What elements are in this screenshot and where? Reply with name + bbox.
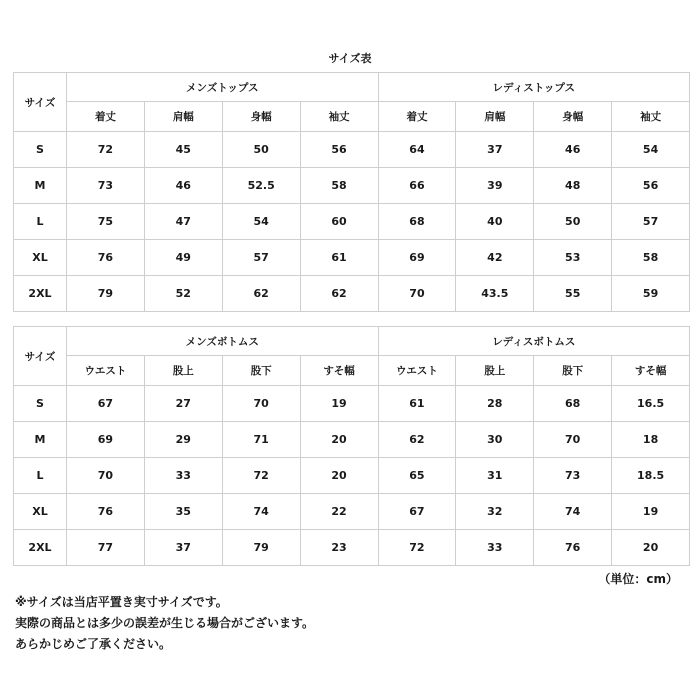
mens-tops-header: メンズトップス xyxy=(67,73,379,102)
value-cell: 37 xyxy=(144,530,222,566)
value-cell: 79 xyxy=(222,530,300,566)
column-header: 袖丈 xyxy=(300,102,378,132)
note-line: あらかじめご了承ください。 xyxy=(15,637,172,651)
column-header: 袖丈 xyxy=(612,102,690,132)
table-row xyxy=(14,276,690,312)
value-cell: 43.5 xyxy=(456,276,534,312)
value-cell: 55 xyxy=(534,276,612,312)
column-header: 股上 xyxy=(144,356,222,386)
value-cell: 22 xyxy=(300,494,378,530)
value-cell: 46 xyxy=(534,132,612,168)
value-cell: 76 xyxy=(67,494,145,530)
note-line: ※サイズは当店平置き実寸サイズです。 xyxy=(15,595,228,609)
value-cell: 28 xyxy=(456,386,534,422)
value-cell: 19 xyxy=(300,386,378,422)
value-cell: 56 xyxy=(300,132,378,168)
value-cell: 79 xyxy=(67,276,145,312)
value-cell: 58 xyxy=(300,168,378,204)
value-cell: 40 xyxy=(456,204,534,240)
notes xyxy=(15,592,314,655)
value-cell: 61 xyxy=(300,240,378,276)
column-header: 股下 xyxy=(222,356,300,386)
value-cell: 61 xyxy=(378,386,456,422)
value-cell: 20 xyxy=(300,422,378,458)
value-cell: 18 xyxy=(612,422,690,458)
value-cell: 70 xyxy=(67,458,145,494)
value-cell: 20 xyxy=(300,458,378,494)
value-cell: 45 xyxy=(144,132,222,168)
table-row xyxy=(14,494,690,530)
value-cell: 68 xyxy=(534,386,612,422)
value-cell: 29 xyxy=(144,422,222,458)
table-row xyxy=(14,132,690,168)
value-cell: 60 xyxy=(300,204,378,240)
column-header: 着丈 xyxy=(67,102,145,132)
size-cell: S xyxy=(14,386,67,422)
size-cell: 2XL xyxy=(14,276,67,312)
value-cell: 54 xyxy=(222,204,300,240)
value-cell: 74 xyxy=(534,494,612,530)
value-cell: 59 xyxy=(612,276,690,312)
value-cell: 70 xyxy=(378,276,456,312)
bottoms-size-table xyxy=(13,326,690,566)
value-cell: 20 xyxy=(612,530,690,566)
value-cell: 33 xyxy=(456,530,534,566)
bottoms-column-header-row xyxy=(14,356,690,386)
value-cell: 42 xyxy=(456,240,534,276)
value-cell: 32 xyxy=(456,494,534,530)
value-cell: 39 xyxy=(456,168,534,204)
value-cell: 67 xyxy=(378,494,456,530)
size-cell: L xyxy=(14,204,67,240)
ladies-bottoms-header: レディスボトムス xyxy=(378,327,690,356)
column-header: ウエスト xyxy=(67,356,145,386)
tops-group-header-row xyxy=(14,73,690,102)
table-row xyxy=(14,168,690,204)
value-cell: 70 xyxy=(534,422,612,458)
value-cell: 69 xyxy=(67,422,145,458)
note-line: 実際の商品とは多少の誤差が生じる場合がございます。 xyxy=(15,616,315,630)
value-cell: 58 xyxy=(612,240,690,276)
size-cell: S xyxy=(14,132,67,168)
table-row xyxy=(14,530,690,566)
value-cell: 30 xyxy=(456,422,534,458)
value-cell: 75 xyxy=(67,204,145,240)
value-cell: 72 xyxy=(67,132,145,168)
column-header: 股下 xyxy=(534,356,612,386)
value-cell: 50 xyxy=(534,204,612,240)
value-cell: 73 xyxy=(534,458,612,494)
column-header: 肩幅 xyxy=(456,102,534,132)
value-cell: 35 xyxy=(144,494,222,530)
table-row xyxy=(14,458,690,494)
table-row xyxy=(14,386,690,422)
value-cell: 27 xyxy=(144,386,222,422)
column-header: 身幅 xyxy=(222,102,300,132)
value-cell: 72 xyxy=(378,530,456,566)
value-cell: 16.5 xyxy=(612,386,690,422)
column-header: すそ幅 xyxy=(612,356,690,386)
column-header: 肩幅 xyxy=(144,102,222,132)
value-cell: 33 xyxy=(144,458,222,494)
size-cell: 2XL xyxy=(14,530,67,566)
size-cell: L xyxy=(14,458,67,494)
value-cell: 54 xyxy=(612,132,690,168)
value-cell: 48 xyxy=(534,168,612,204)
tops-column-header-row xyxy=(14,102,690,132)
value-cell: 52 xyxy=(144,276,222,312)
table-row xyxy=(14,240,690,276)
value-cell: 68 xyxy=(378,204,456,240)
value-cell: 71 xyxy=(222,422,300,458)
value-cell: 57 xyxy=(612,204,690,240)
value-cell: 18.5 xyxy=(612,458,690,494)
column-header: すそ幅 xyxy=(300,356,378,386)
value-cell: 31 xyxy=(456,458,534,494)
table-row xyxy=(14,204,690,240)
size-cell: XL xyxy=(14,240,67,276)
value-cell: 66 xyxy=(378,168,456,204)
page-title: サイズ表 xyxy=(328,52,372,65)
size-column-header: サイズ xyxy=(14,327,67,386)
table-row xyxy=(14,422,690,458)
value-cell: 73 xyxy=(67,168,145,204)
unit-label: （単位：cm） xyxy=(598,572,678,586)
value-cell: 64 xyxy=(378,132,456,168)
value-cell: 37 xyxy=(456,132,534,168)
value-cell: 72 xyxy=(222,458,300,494)
column-header: 身幅 xyxy=(534,102,612,132)
value-cell: 53 xyxy=(534,240,612,276)
value-cell: 65 xyxy=(378,458,456,494)
size-cell: XL xyxy=(14,494,67,530)
tops-size-table xyxy=(13,72,690,312)
value-cell: 67 xyxy=(67,386,145,422)
value-cell: 62 xyxy=(222,276,300,312)
bottoms-group-header-row xyxy=(14,327,690,356)
value-cell: 23 xyxy=(300,530,378,566)
value-cell: 46 xyxy=(144,168,222,204)
value-cell: 56 xyxy=(612,168,690,204)
value-cell: 47 xyxy=(144,204,222,240)
value-cell: 19 xyxy=(612,494,690,530)
column-header: 股上 xyxy=(456,356,534,386)
value-cell: 74 xyxy=(222,494,300,530)
value-cell: 76 xyxy=(534,530,612,566)
value-cell: 50 xyxy=(222,132,300,168)
size-cell: M xyxy=(14,422,67,458)
column-header: 着丈 xyxy=(378,102,456,132)
value-cell: 70 xyxy=(222,386,300,422)
value-cell: 57 xyxy=(222,240,300,276)
size-cell: M xyxy=(14,168,67,204)
value-cell: 69 xyxy=(378,240,456,276)
value-cell: 62 xyxy=(378,422,456,458)
value-cell: 76 xyxy=(67,240,145,276)
value-cell: 49 xyxy=(144,240,222,276)
value-cell: 52.5 xyxy=(222,168,300,204)
column-header: ウエスト xyxy=(378,356,456,386)
ladies-tops-header: レディストップス xyxy=(378,73,690,102)
mens-bottoms-header: メンズボトムス xyxy=(67,327,379,356)
size-column-header: サイズ xyxy=(14,73,67,132)
value-cell: 62 xyxy=(300,276,378,312)
value-cell: 77 xyxy=(67,530,145,566)
